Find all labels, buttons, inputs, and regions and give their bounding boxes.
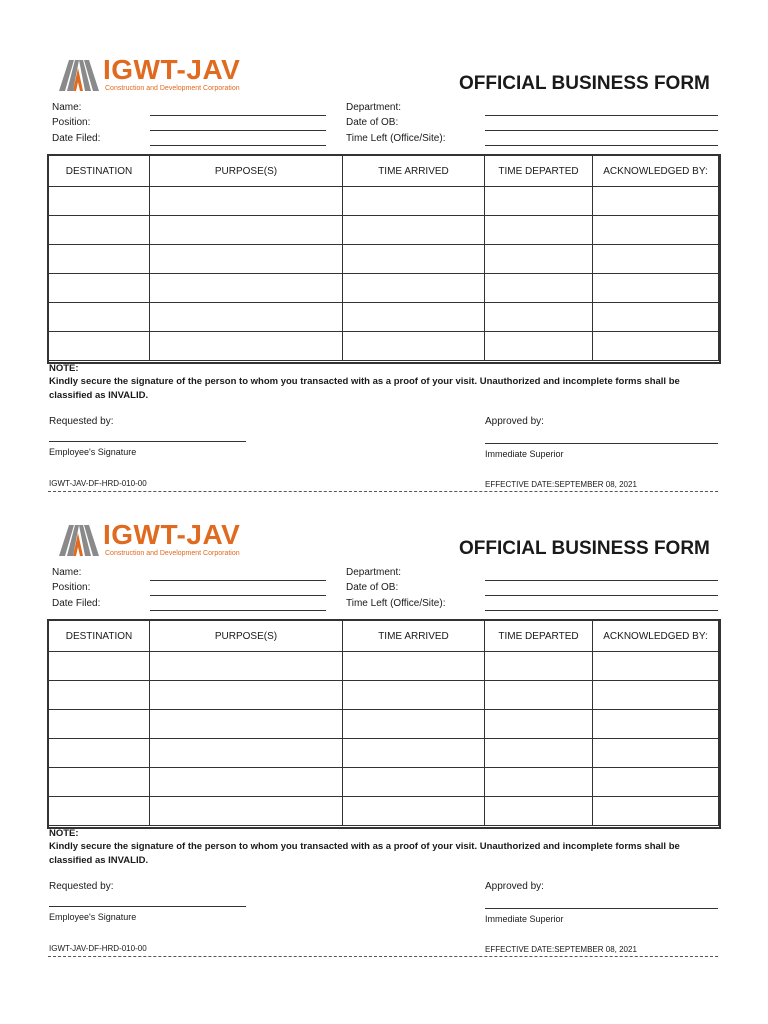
table-cell[interactable] xyxy=(150,710,343,739)
official-business-form-top xyxy=(0,0,768,489)
table-cell[interactable] xyxy=(593,710,719,739)
table-cell[interactable] xyxy=(49,216,150,245)
header-purposes: PURPOSE(S) xyxy=(150,621,343,652)
table-cell[interactable] xyxy=(150,245,343,274)
table-cell[interactable] xyxy=(49,768,150,797)
company-logo xyxy=(57,56,287,96)
table-cell[interactable] xyxy=(343,739,485,768)
table-cell[interactable] xyxy=(49,187,150,216)
table-header-row xyxy=(49,621,719,652)
table-row xyxy=(49,768,719,797)
table-cell[interactable] xyxy=(343,768,485,797)
employee-signature-line[interactable] xyxy=(49,441,246,442)
table-row xyxy=(49,739,719,768)
table-cell[interactable] xyxy=(49,797,150,826)
table-cell[interactable] xyxy=(150,303,343,332)
table-cell[interactable] xyxy=(343,245,485,274)
table-cell[interactable] xyxy=(485,710,593,739)
time-left-label: Time Left (Office/Site): xyxy=(346,133,446,144)
requested-by-label: Requested by: xyxy=(49,881,114,892)
immediate-superior-label: Immediate Superior xyxy=(485,449,564,459)
table-cell[interactable] xyxy=(593,768,719,797)
table-cell[interactable] xyxy=(150,332,343,361)
company-logo xyxy=(57,521,287,561)
table-cell[interactable] xyxy=(593,652,719,681)
table-cell[interactable] xyxy=(343,332,485,361)
table-cell[interactable] xyxy=(150,274,343,303)
table-cell[interactable] xyxy=(343,681,485,710)
table-cell[interactable] xyxy=(593,245,719,274)
date-filed-field-line[interactable] xyxy=(150,145,326,146)
cut-line xyxy=(48,956,718,957)
name-field-line[interactable] xyxy=(150,115,326,116)
logo-subtitle: Construction and Development Corporation xyxy=(105,85,240,92)
ob-table xyxy=(48,620,719,826)
header-time-departed: TIME DEPARTED xyxy=(485,156,593,187)
effective-date: EFFECTIVE DATE:SEPTEMBER 08, 2021 xyxy=(485,945,637,954)
table-header-row xyxy=(49,156,719,187)
employee-signature-line[interactable] xyxy=(49,906,246,907)
header-destination: DESTINATION xyxy=(49,621,150,652)
table-cell[interactable] xyxy=(49,332,150,361)
table-cell[interactable] xyxy=(150,768,343,797)
superior-signature-line[interactable] xyxy=(485,443,718,444)
striped-a-logo-icon xyxy=(57,523,101,557)
position-field-line[interactable] xyxy=(150,595,326,596)
date-of-ob-field-line[interactable] xyxy=(485,595,718,596)
name-field-line[interactable] xyxy=(150,580,326,581)
header-time-arrived: TIME ARRIVED xyxy=(343,156,485,187)
table-cell[interactable] xyxy=(485,797,593,826)
table-cell[interactable] xyxy=(150,216,343,245)
approved-by-label: Approved by: xyxy=(485,416,544,427)
note-heading: NOTE: xyxy=(49,363,79,374)
table-cell[interactable] xyxy=(150,739,343,768)
time-left-field-line[interactable] xyxy=(485,610,718,611)
date-filed-field-line[interactable] xyxy=(150,610,326,611)
table-row xyxy=(49,652,719,681)
immediate-superior-label: Immediate Superior xyxy=(485,914,564,924)
department-label: Department: xyxy=(346,567,402,578)
table-cell[interactable] xyxy=(49,652,150,681)
table-cell[interactable] xyxy=(343,187,485,216)
position-label: Position: xyxy=(52,117,91,128)
table-cell[interactable] xyxy=(593,216,719,245)
header-time-arrived: TIME ARRIVED xyxy=(343,621,485,652)
ob-table xyxy=(48,155,719,361)
position-label: Position: xyxy=(52,582,91,593)
table-row xyxy=(49,274,719,303)
table-cell[interactable] xyxy=(343,216,485,245)
header-destination: DESTINATION xyxy=(49,156,150,187)
table-row xyxy=(49,797,719,826)
table-cell[interactable] xyxy=(593,332,719,361)
form-code: IGWT-JAV-DF-HRD-010-00 xyxy=(49,944,147,953)
table-cell[interactable] xyxy=(49,739,150,768)
date-filed-label: Date Filed: xyxy=(52,598,101,609)
table-cell[interactable] xyxy=(593,681,719,710)
department-label: Department: xyxy=(346,102,402,113)
date-filed-label: Date Filed: xyxy=(52,133,101,144)
table-cell[interactable] xyxy=(485,739,593,768)
table-cell[interactable] xyxy=(49,245,150,274)
table-cell[interactable] xyxy=(49,710,150,739)
time-left-field-line[interactable] xyxy=(485,145,718,146)
table-cell[interactable] xyxy=(150,797,343,826)
logo-name: IGWT-JAV xyxy=(103,519,241,550)
table-cell[interactable] xyxy=(485,768,593,797)
department-field-line[interactable] xyxy=(485,580,718,581)
table-cell[interactable] xyxy=(593,739,719,768)
superior-signature-line[interactable] xyxy=(485,908,718,909)
table-cell[interactable] xyxy=(343,652,485,681)
table-cell[interactable] xyxy=(485,332,593,361)
date-of-ob-label: Date of OB: xyxy=(346,582,399,593)
table-row xyxy=(49,681,719,710)
position-field-line[interactable] xyxy=(150,130,326,131)
header-acknowledged-by: ACKNOWLEDGED BY: xyxy=(593,621,719,652)
approved-by-label: Approved by: xyxy=(485,881,544,892)
table-cell[interactable] xyxy=(485,216,593,245)
logo-name: IGWT-JAV xyxy=(103,54,241,85)
table-cell[interactable] xyxy=(343,303,485,332)
date-of-ob-field-line[interactable] xyxy=(485,130,718,131)
table-cell[interactable] xyxy=(150,681,343,710)
table-row xyxy=(49,216,719,245)
name-label: Name: xyxy=(52,102,82,113)
effective-date: EFFECTIVE DATE:SEPTEMBER 08, 2021 xyxy=(485,480,637,489)
official-business-form-bottom xyxy=(0,465,768,954)
form-title: OFFICIAL BUSINESS FORM xyxy=(459,538,710,559)
table-cell[interactable] xyxy=(593,274,719,303)
requested-by-label: Requested by: xyxy=(49,416,114,427)
table-cell[interactable] xyxy=(593,187,719,216)
table-cell[interactable] xyxy=(485,187,593,216)
employee-signature-label: Employee's Signature xyxy=(49,912,137,922)
header-acknowledged-by: ACKNOWLEDGED BY: xyxy=(593,156,719,187)
time-left-label: Time Left (Office/Site): xyxy=(346,598,446,609)
note-text: Kindly secure the signature of the person to whom you transacted with as a proof of your visit. Unauthorized and incomplete forms shall be classified as INVALID. xyxy=(49,841,680,866)
logo-subtitle: Construction and Development Corporation xyxy=(105,550,240,557)
table-cell[interactable] xyxy=(49,303,150,332)
header-time-departed: TIME DEPARTED xyxy=(485,621,593,652)
table-cell[interactable] xyxy=(485,245,593,274)
note-heading: NOTE: xyxy=(49,828,79,839)
table-cell[interactable] xyxy=(49,681,150,710)
table-row xyxy=(49,245,719,274)
form-title: OFFICIAL BUSINESS FORM xyxy=(459,73,710,94)
table-cell[interactable] xyxy=(343,710,485,739)
table-row xyxy=(49,303,719,332)
table-row xyxy=(49,187,719,216)
table-cell[interactable] xyxy=(49,274,150,303)
table-cell[interactable] xyxy=(343,274,485,303)
table-cell[interactable] xyxy=(485,681,593,710)
table-cell[interactable] xyxy=(593,797,719,826)
table-row xyxy=(49,710,719,739)
table-cell[interactable] xyxy=(150,187,343,216)
table-cell[interactable] xyxy=(593,303,719,332)
table-cell[interactable] xyxy=(485,652,593,681)
striped-a-logo-icon xyxy=(57,58,101,92)
table-cell[interactable] xyxy=(150,652,343,681)
note-text: Kindly secure the signature of the person to whom you transacted with as a proof of your visit. Unauthorized and incomplete forms shall be classified as INVALID. xyxy=(49,376,680,401)
header-purposes: PURPOSE(S) xyxy=(150,156,343,187)
date-of-ob-label: Date of OB: xyxy=(346,117,399,128)
table-row xyxy=(49,332,719,361)
form-code: IGWT-JAV-DF-HRD-010-00 xyxy=(49,479,147,488)
table-cell[interactable] xyxy=(485,274,593,303)
department-field-line[interactable] xyxy=(485,115,718,116)
table-cell[interactable] xyxy=(343,797,485,826)
table-cell[interactable] xyxy=(485,303,593,332)
name-label: Name: xyxy=(52,567,82,578)
employee-signature-label: Employee's Signature xyxy=(49,447,137,457)
